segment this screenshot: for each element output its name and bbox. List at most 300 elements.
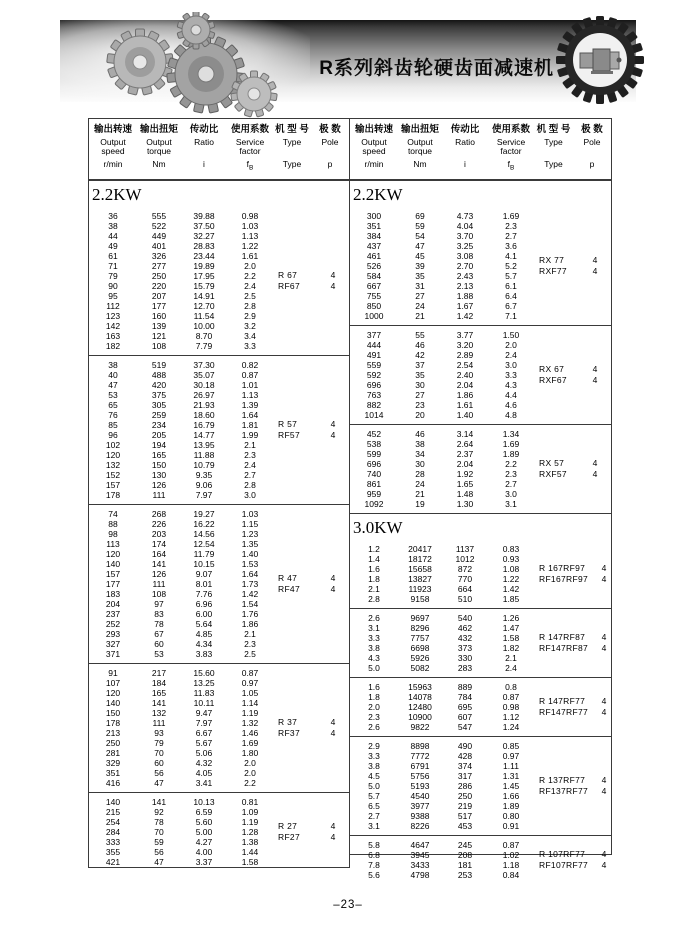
type-column [273,211,349,351]
cell-value: 139 [151,320,167,331]
cell-value: 61 [108,250,118,261]
table-row [350,811,534,821]
pole-value: 4 [592,363,598,374]
cell-value: 47 [415,240,425,251]
spec-block [89,207,349,355]
table-row [89,341,273,351]
cell-value: 3.37 [195,856,213,867]
cell-value: 371 [105,648,121,659]
column-header-cn: 输出扭矩 [400,124,439,135]
cell-value: 141 [151,796,167,807]
cell-value: 4798 [410,869,430,880]
type-line [534,563,620,574]
cell-value: 14078 [408,691,432,702]
cell-value: 47 [108,379,118,390]
cell-value: 8226 [410,820,430,831]
type-label: RX 57 [539,457,565,468]
cell-value: 79 [154,737,164,748]
cell-value: 5.6 [368,869,380,880]
cell-value: 452 [366,428,382,439]
cell-value: 96 [108,429,118,440]
cell-value: 3.3 [505,369,517,380]
cell-value: 93 [154,727,164,738]
cell-value: 3.3 [368,632,380,643]
cell-value: 4.3 [505,379,517,390]
cell-value: 157 [105,568,121,579]
cell-value: 88 [108,518,118,529]
spec-block [89,504,349,663]
cell-value: 2.0 [368,701,380,712]
type-label: RF137RF77 [539,785,588,796]
table-row [89,758,273,768]
cell-value: 3.0 [505,488,517,499]
cell-value: 184 [151,677,167,688]
cell-value: 0.82 [241,359,259,370]
cell-value: 9822 [410,721,430,732]
cell-value: 60 [154,638,164,649]
column-unit: i [464,159,466,169]
table-row [89,559,273,569]
cell-value: 9697 [410,612,430,623]
table-row [350,702,534,712]
cell-value: 1.86 [456,389,474,400]
table-row [350,663,534,673]
cell-value: 1000 [364,310,384,321]
cell-value: 1.67 [456,300,474,311]
cell-value: 219 [457,800,473,811]
cell-value: 250 [151,270,167,281]
cell-value: 6.96 [195,598,213,609]
cell-value: 1.28 [241,826,259,837]
spec-block [89,792,349,871]
cell-value: 421 [105,856,121,867]
cell-value: 74 [108,508,118,519]
table-row [89,430,273,440]
type-line [273,430,349,441]
column-unit: Nm [152,159,166,169]
page-title: R系列斜齿轮硬齿面减速机 [319,58,554,79]
cell-value: 4.00 [195,846,213,857]
table-row [350,781,534,791]
type-label: R 167RF97 [539,562,586,573]
cell-value: 547 [457,721,473,732]
cell-value: 234 [151,419,167,430]
cell-value: 2.54 [456,359,474,370]
type-line [273,419,349,430]
cell-value: 6.00 [195,608,213,619]
cell-value: 1.13 [241,230,259,241]
type-column [534,682,620,732]
type-line [273,584,349,595]
type-label: RF147RF87 [539,642,588,653]
table-row [350,821,534,831]
cell-value: 1.26 [502,612,520,623]
cell-value: 1.69 [241,737,259,748]
cell-value: 526 [366,260,382,271]
cell-value: 3945 [410,849,430,860]
cell-value: 330 [457,652,473,663]
cell-value: 107 [105,677,121,688]
cell-value: 10.00 [193,320,215,331]
cell-value: 226 [151,518,167,529]
cell-value: 6791 [410,760,430,771]
cell-value: 1.02 [502,849,520,860]
cell-value: 2.8 [244,479,256,490]
cell-value: 0.80 [502,810,520,821]
cell-value: 21.93 [193,399,215,410]
cell-value: 9.06 [195,479,213,490]
table-row [350,489,534,499]
header-row-en [350,136,611,157]
column-unit: p [589,159,595,169]
pole-value: 4 [330,583,336,594]
cell-value: 1.18 [502,859,520,870]
cell-value: 1.89 [502,448,520,459]
cell-value: 3.6 [505,240,517,251]
cell-value: 1.14 [241,697,259,708]
table-row [350,499,534,509]
cell-value: 16.22 [193,518,215,529]
cell-value: 24 [415,300,425,311]
cell-value: 13.25 [193,677,215,688]
cell-value: 3.4 [244,330,256,341]
cell-value: 55 [415,329,425,340]
cell-value: 3.08 [456,250,474,261]
cell-value: 540 [457,612,473,623]
cell-value: 538 [366,438,382,449]
table-row [89,321,273,331]
cell-value: 10900 [408,711,432,722]
cell-value: 12.70 [193,300,215,311]
cell-value: 37.30 [193,359,215,370]
pole-value: 4 [592,457,598,468]
table-header [89,118,349,180]
spec-rows [350,544,534,604]
table-row [89,708,273,718]
spec-rows [350,330,534,420]
type-column [273,668,349,788]
cell-value: 1.42 [241,588,259,599]
table-row [350,761,534,771]
cell-value: 2.0 [244,260,256,271]
type-line [534,786,620,797]
cell-value: 3.1 [368,820,380,831]
column-unit: r/min [364,159,384,169]
cell-value: 56 [154,767,164,778]
cell-value: 111 [152,578,166,589]
cell-value: 740 [366,468,382,479]
table-row [350,479,534,489]
cell-value: 1.39 [241,399,259,410]
spec-rows [89,797,273,867]
cell-value: 165 [151,449,167,460]
cell-value: 351 [105,767,121,778]
cell-value: 1.24 [502,721,520,732]
type-column [273,797,349,867]
cell-value: 401 [151,240,167,251]
cell-value: 1.86 [241,618,259,629]
table-row [350,291,534,301]
cell-value: 120 [105,548,121,559]
cell-value: 522 [151,220,167,231]
cell-value: 1.8 [368,573,380,584]
cell-value: 0.85 [502,740,520,751]
cell-value: 18.60 [193,409,215,420]
column-unit: Type [282,159,302,169]
table-row [350,584,534,594]
pole-value: 4 [330,831,336,842]
cell-value: 5.60 [195,816,213,827]
cell-value: 111 [152,489,166,500]
cell-value: 140 [105,796,121,807]
cell-value: 1.03 [241,220,259,231]
cell-value: 181 [457,859,473,870]
cell-value: 2.64 [456,438,474,449]
cell-value: 253 [457,869,473,880]
column-header-en: Ratio [455,137,475,147]
cell-value: 95 [108,290,118,301]
type-line [534,266,611,277]
cell-value: 16.79 [193,419,215,430]
type-label: R 47 [278,572,298,583]
cell-value: 293 [105,628,121,639]
cell-value: 252 [105,618,121,629]
cell-value: 4.27 [195,836,213,847]
column-header-en: Service factor [496,137,526,156]
type-line [534,375,611,386]
type-line [273,821,349,832]
cell-value: 44 [108,230,118,241]
cell-value: 6.5 [368,800,380,811]
header-row-units [89,157,349,174]
type-label: R 67 [278,269,298,280]
cell-value: 8.01 [195,578,213,589]
cell-value: 1.46 [241,727,259,738]
table-row [350,301,534,311]
cell-value: 203 [151,528,167,539]
cell-value: 882 [366,399,382,410]
cell-value: 2.0 [244,757,256,768]
table-row [89,311,273,321]
cell-value: 4.6 [505,399,517,410]
cell-value: 2.9 [244,310,256,321]
table-row [89,301,273,311]
cell-value: 2.37 [456,448,474,459]
cell-value: 67 [154,628,164,639]
cell-value: 217 [151,667,167,678]
cell-value: 2.7 [505,478,517,489]
cell-value: 1.31 [502,770,520,781]
table-row [350,340,534,350]
pole-value: 4 [330,572,336,583]
cell-value: 373 [457,642,473,653]
cell-value: 1.45 [502,780,520,791]
cell-value: 461 [366,250,382,261]
type-label: R 107RF77 [539,848,586,859]
cell-value: 17.95 [193,270,215,281]
spec-rows [350,211,534,321]
spec-rows [350,741,534,831]
type-label: RF147RF77 [539,706,588,717]
cell-value: 18172 [408,553,432,564]
cell-value: 65 [108,399,118,410]
type-column [534,613,620,673]
cell-value: 39 [415,260,425,271]
cell-value: 12.54 [193,538,215,549]
cell-value: 1.6 [368,563,380,574]
cell-value: 5.7 [368,790,380,801]
power-section [350,513,611,884]
cell-value: 47 [154,777,164,788]
type-column [534,330,611,420]
table-row [350,653,534,663]
cell-value: 126 [151,479,167,490]
cell-value: 123 [105,310,121,321]
column-unit: Nm [413,159,427,169]
cell-value: 2.8 [368,593,380,604]
cell-value: 152 [105,469,121,480]
cell-value: 11.88 [193,449,215,460]
cell-value: 177 [151,300,167,311]
cell-value: 182 [105,340,121,351]
cell-value: 599 [366,448,382,459]
table-row [89,271,273,281]
spec-rows [89,360,273,500]
cell-value: 1.42 [456,310,474,321]
cell-value: 1.15 [241,518,259,529]
table-row [350,544,534,554]
cell-value: 220 [151,280,167,291]
cell-value: 375 [151,389,167,400]
type-column [273,360,349,500]
table-row [89,569,273,579]
cell-value: 2.1 [244,628,256,639]
table-row [350,390,534,400]
type-column [534,429,611,509]
cell-value: 15963 [408,681,432,692]
cell-value: 39.88 [193,210,215,221]
table-row [350,211,534,221]
table-row [350,712,534,722]
cell-value: 1.69 [502,438,520,449]
pole-value: 4 [592,265,598,276]
power-section [89,180,349,871]
cell-value: 696 [366,458,382,469]
cell-value: 755 [366,290,382,301]
cell-value: 1.48 [456,488,474,499]
spec-block [350,835,611,884]
cell-value: 1.11 [503,760,519,771]
pole-value: 4 [592,254,598,265]
cell-value: 1.92 [456,468,474,479]
table-row [350,221,534,231]
cell-value: 2.0 [505,339,517,350]
table-row [89,698,273,708]
cell-value: 2.7 [505,230,517,241]
cell-value: 519 [151,359,167,370]
pole-value: 4 [330,269,336,280]
spec-block [89,663,349,792]
cell-value: 14.77 [193,429,215,440]
cell-value: 453 [457,820,473,831]
cell-value: 0.93 [502,553,520,564]
column-header-en: Pole [583,137,601,147]
table-row [350,330,534,340]
cell-value: 9.07 [195,568,213,579]
type-line [273,728,349,739]
cell-value: 1.64 [241,568,259,579]
pole-value: 4 [592,468,598,479]
table-row [350,594,534,604]
type-line [534,364,611,375]
spec-block [350,736,611,835]
table-row [89,678,273,688]
cell-value: 0.84 [502,869,520,880]
cell-value: 7.79 [195,340,213,351]
cell-value: 141 [151,558,167,569]
cell-value: 7.97 [195,489,213,500]
cell-value: 2.1 [244,439,256,450]
cell-value: 5926 [410,652,430,663]
cell-value: 0.87 [241,369,259,380]
cell-value: 850 [366,300,382,311]
type-line [534,643,620,654]
cell-value: 140 [105,697,121,708]
type-label: R 37 [278,716,298,727]
cell-value: 120 [105,449,121,460]
cell-value: 2.4 [244,280,256,291]
type-label: RF57 [278,429,300,440]
cell-value: 3433 [410,859,430,870]
cell-value: 1.2 [368,543,380,554]
cell-value: 4647 [410,839,430,850]
cell-value: 695 [457,701,473,712]
cell-value: 2.4 [505,349,517,360]
pole-value: 4 [601,774,607,785]
cell-value: 250 [105,737,121,748]
type-line [273,573,349,584]
cell-value: 14.91 [193,290,215,301]
table-row [350,311,534,321]
cell-value: 2.4 [244,459,256,470]
table-row [350,429,534,439]
cell-value: 130 [151,469,167,480]
table-row [89,231,273,241]
cell-value: 90 [108,280,118,291]
cell-value: 38 [415,438,425,449]
table-row [350,623,534,633]
cell-value: 1.66 [502,790,520,801]
spec-rows [350,682,534,732]
pole-value: 4 [601,642,607,653]
cell-value: 47 [154,856,164,867]
cell-value: 178 [105,717,121,728]
type-label: RX 67 [539,363,565,374]
pole-value: 4 [601,631,607,642]
cell-value: 3.77 [456,329,474,340]
cell-value: 150 [105,707,121,718]
type-label: R 137RF77 [539,774,586,785]
table-row [350,722,534,732]
table-row [350,633,534,643]
cell-value: 26.97 [193,389,215,400]
spec-rows [89,211,273,351]
cell-value: 1.76 [241,608,259,619]
type-column [534,544,620,604]
column-unit: Type [544,159,563,169]
table-row [89,470,273,480]
type-label: RXF67 [539,374,567,385]
